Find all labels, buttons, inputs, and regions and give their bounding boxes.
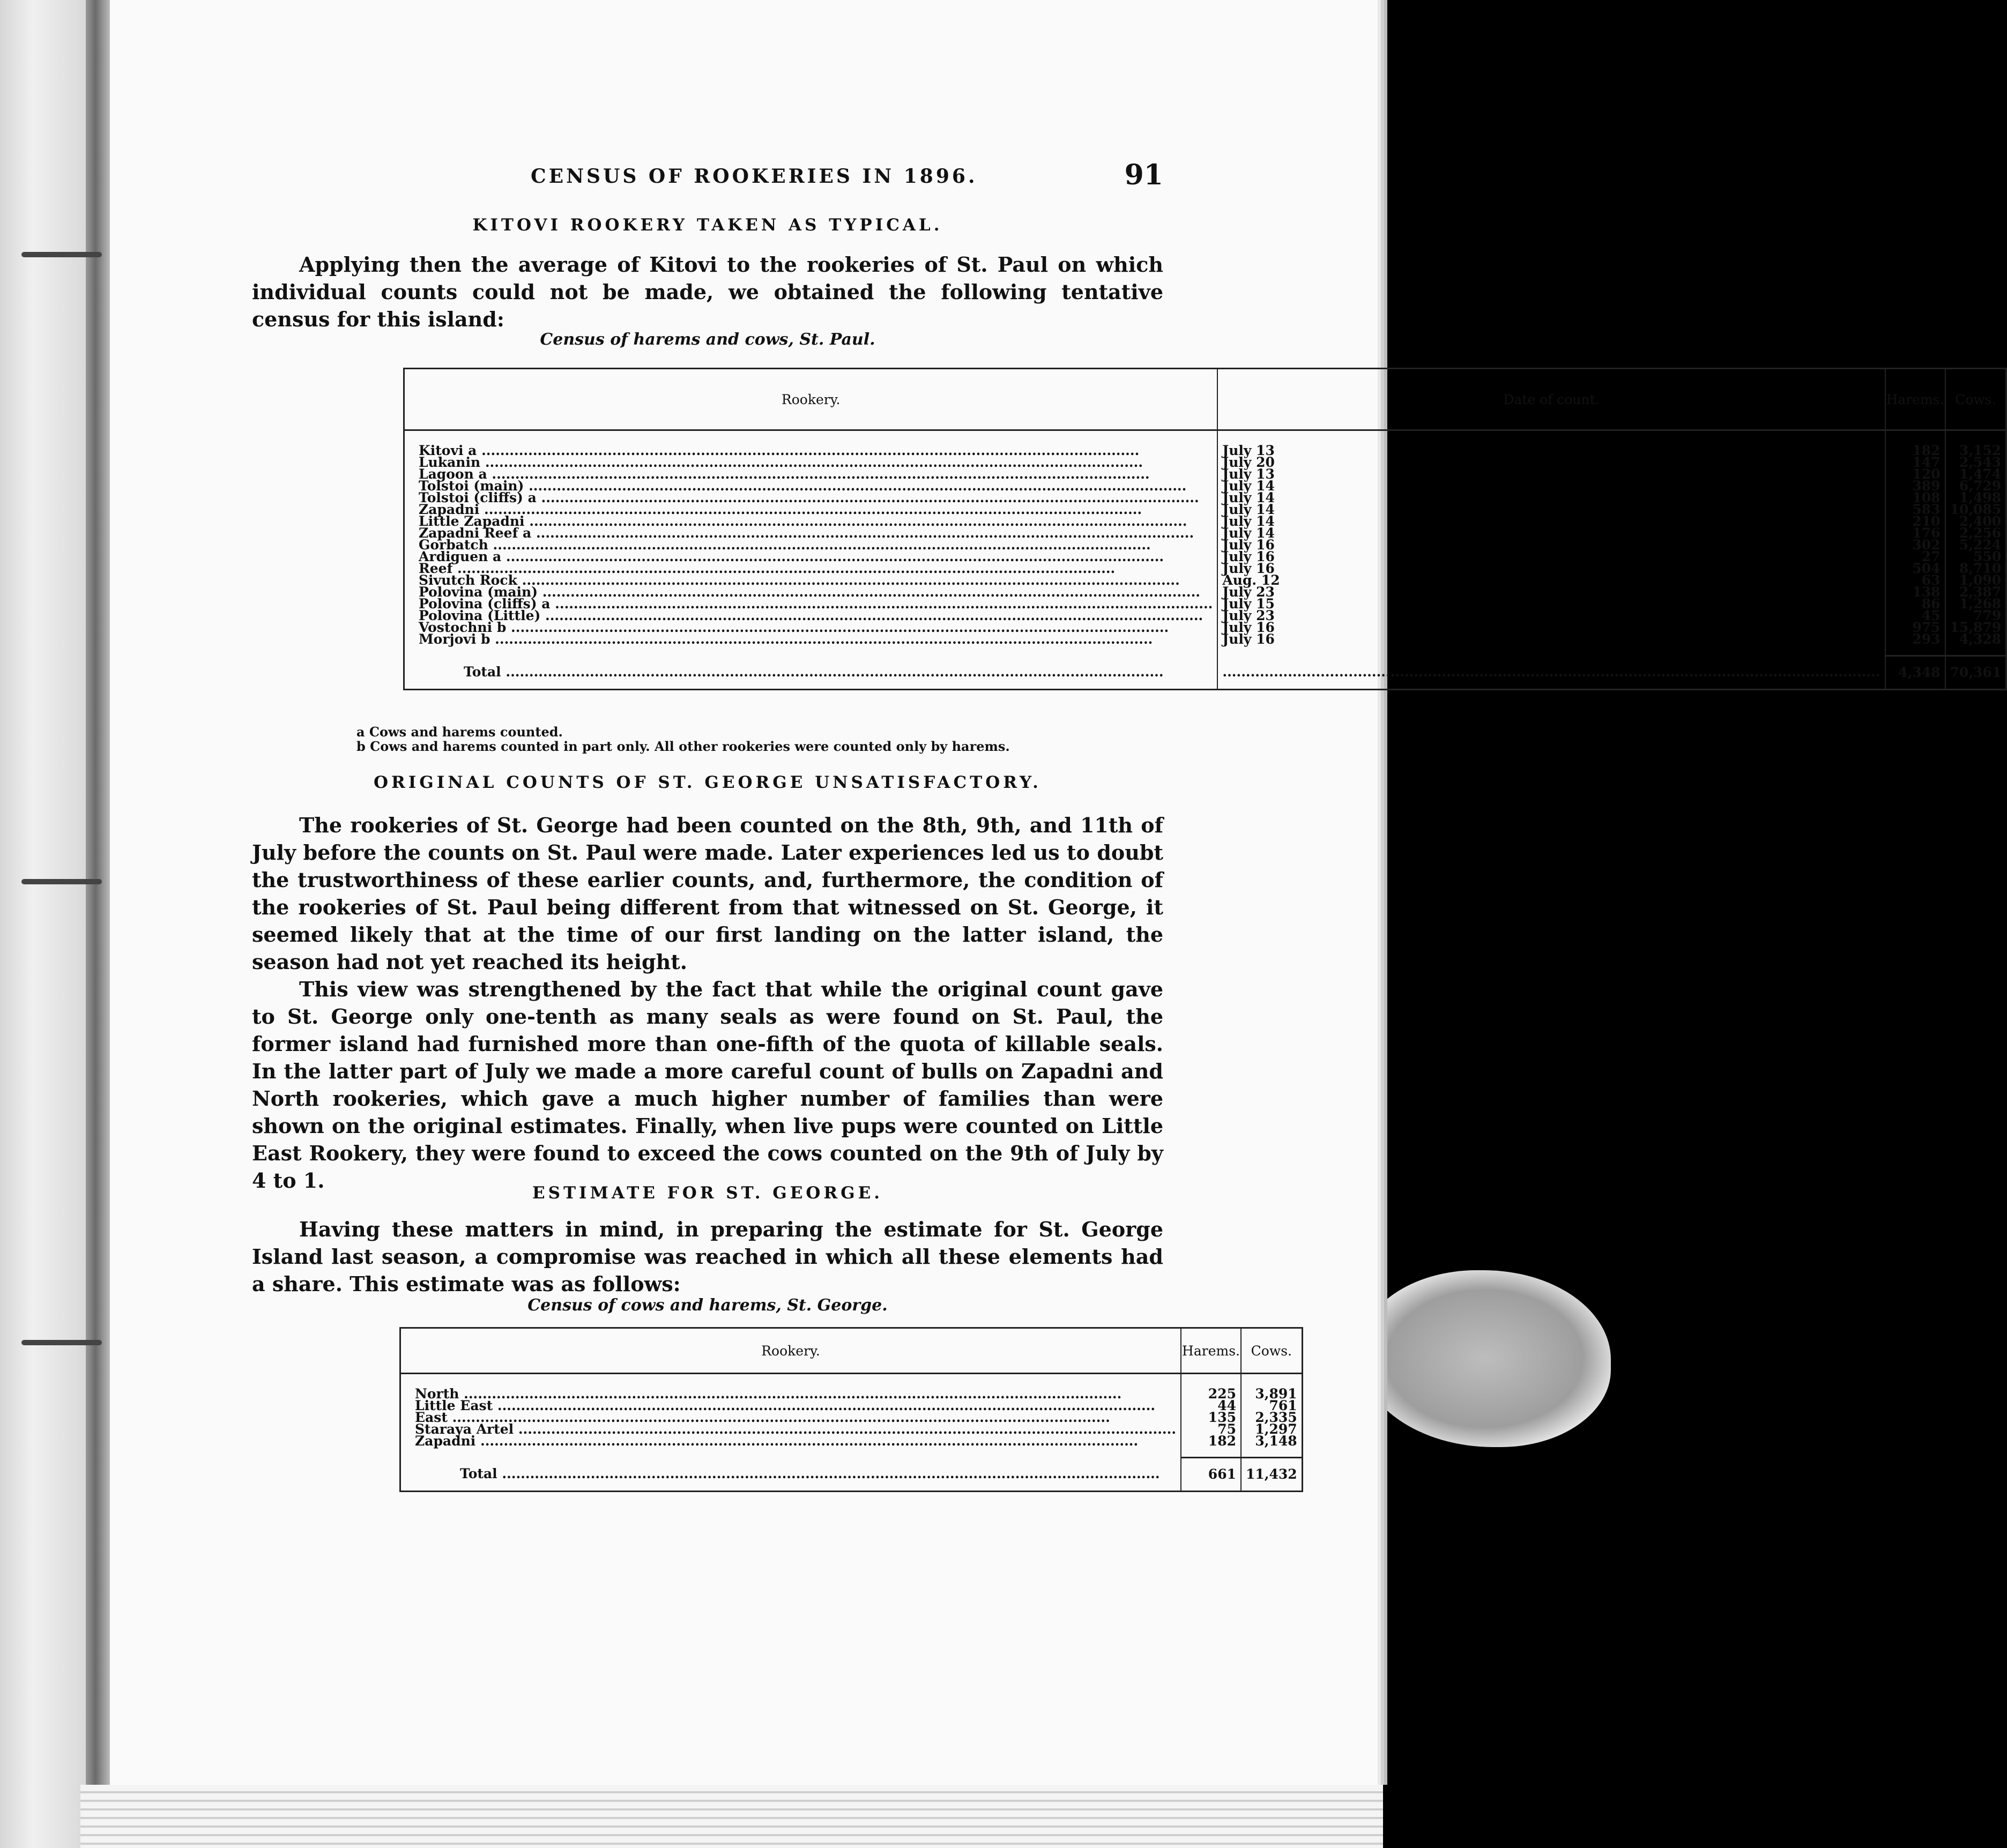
harems-cell: 27	[1885, 551, 1945, 563]
harems-cell: 975	[1885, 622, 1945, 634]
harems-cell: 44	[1181, 1400, 1241, 1412]
total-cows: 70,361	[1945, 656, 2006, 690]
st-paul-census-table	[403, 368, 2007, 690]
total-row	[400, 1458, 1303, 1492]
date-cell: July 14	[1217, 516, 1885, 527]
section-heading-kitovi: KITOVI ROOKERY TAKEN AS TYPICAL.	[472, 215, 943, 235]
rookery-name: Lukanin	[419, 454, 481, 470]
total-leader	[464, 666, 1213, 678]
binder-clip	[21, 1340, 102, 1345]
cows-cell: 550	[1945, 551, 2006, 563]
page-number: 91	[1124, 159, 1163, 191]
rookery-name: Ardiguen a	[419, 549, 502, 564]
date-cell: July 13	[1217, 468, 1885, 480]
rookery-name: Tolstoi (cliffs) a	[419, 490, 537, 505]
cows-cell: 2,256	[1945, 527, 2006, 539]
harems-cell: 210	[1885, 516, 1945, 527]
harems-cell: 504	[1885, 563, 1945, 575]
harems-cell: 135	[1181, 1412, 1241, 1424]
cows-cell: 779	[1945, 610, 2006, 622]
table1-caption: Census of harems and cows, St. Paul.	[540, 330, 875, 349]
cows-cell: 1,498	[1945, 492, 2006, 504]
harems-cell: 108	[1885, 492, 1945, 504]
cows-cell: 15,879	[1945, 622, 2006, 634]
date-cell: July 14	[1217, 504, 1885, 516]
cows-cell: 1,090	[1945, 575, 2006, 586]
date-cell: July 23	[1217, 610, 1885, 622]
date-cell: Aug. 12	[1217, 575, 1885, 586]
cows-cell: 2,387	[1945, 586, 2006, 598]
date-cell: July 13	[1217, 445, 1885, 457]
rookery-name: North	[415, 1386, 459, 1402]
date-cell: July 14	[1217, 492, 1885, 504]
harems-cell: 75	[1181, 1424, 1241, 1435]
rookery-name: Lagoon a	[419, 466, 487, 482]
total-label-cell	[400, 1458, 1181, 1492]
total-label: Total	[460, 1466, 497, 1482]
total-date-cell	[1217, 656, 1885, 690]
rookery-name: Zapadni Reef a	[419, 525, 532, 541]
cows-cell: 2,335	[1241, 1412, 1302, 1424]
section-heading-estimate: ESTIMATE FOR ST. GEORGE.	[532, 1183, 883, 1203]
col-header-harems: Harems.	[1885, 369, 1945, 430]
table2-header-row	[400, 1328, 1303, 1374]
date-cell: July 16	[1217, 634, 1885, 645]
harems-cell: 63	[1885, 575, 1945, 586]
harems-cell: 120	[1885, 468, 1945, 480]
col-header-cows: Cows.	[1945, 369, 2006, 430]
rookery-name: Little Zapadni	[419, 513, 525, 529]
rookery-name: Polovina (Little)	[419, 608, 541, 623]
cows-cell: 5,224	[1945, 539, 2006, 551]
paragraph-st-george-counts: The rookeries of St. George had been counted on the 8th, 9th, and 11th of July before the counts on St. Paul were made. Later experiences led us to doubt the trustworthiness of these earlier counts, and, furthermore, the condition of the rookeries of St. Paul being different from that witnessed on St. George, it seemed likely that at the time of our first landing on the latter island, the season had not yet reached its height.	[252, 813, 1163, 974]
footnote-b: b Cows and harems counted in part only. All other rookeries were counted only by harems.	[356, 739, 1010, 754]
date-cell: July 14	[1217, 480, 1885, 492]
col-header-harems: Harems.	[1181, 1328, 1241, 1374]
rookery-leader	[415, 1435, 1176, 1447]
cows-cell: 1,268	[1945, 598, 2006, 610]
running-title: CENSUS OF ROOKERIES IN 1896.	[531, 165, 978, 188]
cows-cell: 2,543	[1945, 457, 2006, 468]
rookery-leader	[419, 631, 1213, 647]
harems-cell: 147	[1885, 457, 1945, 468]
col-header-rookery: Rookery.	[400, 1328, 1181, 1374]
rookery-name: Little East	[415, 1398, 493, 1413]
harems-cell: 176	[1885, 527, 1945, 539]
rookery-name: Sivutch Rock	[419, 572, 517, 588]
harems-cell: 182	[1181, 1435, 1241, 1447]
total-cows: 11,432	[1241, 1458, 1302, 1492]
cows-cell: 1,474	[1945, 468, 2006, 480]
date-cell: July 16	[1217, 539, 1885, 551]
intro-paragraph: Applying then the average of Kitovi to the rookeries of St. Paul on which individual counts could not be made, we obtained the following tentative census for this island:	[252, 252, 1163, 331]
total-leader	[460, 1468, 1176, 1480]
col-header-cows: Cows.	[1241, 1328, 1302, 1374]
cows-cell: 3,148	[1241, 1435, 1302, 1447]
cows-cell: 3,891	[1241, 1388, 1302, 1400]
cows-cell: 10,085	[1945, 504, 2006, 516]
date-cell: July 16	[1217, 622, 1885, 634]
page-stack-edges	[80, 1785, 1383, 1848]
table1-footnotes	[356, 725, 1010, 754]
harems-cell: 583	[1885, 504, 1945, 516]
rookery-name: Kitovi a	[419, 443, 477, 458]
total-harems: 661	[1181, 1458, 1241, 1492]
cows-cell: 6,729	[1945, 480, 2006, 492]
binder-clip	[21, 879, 102, 884]
harems-cell: 293	[1885, 634, 1945, 645]
date-cell: July 15	[1217, 598, 1885, 610]
rookery-name: East	[415, 1410, 448, 1425]
binder-edge	[86, 0, 110, 1848]
footnote-a: a Cows and harems counted.	[356, 724, 563, 740]
harems-cell: 225	[1181, 1388, 1241, 1400]
rookery-name: Gorbatch	[419, 537, 488, 553]
table1-header-row	[404, 369, 2006, 430]
cows-cell: 4,328	[1945, 634, 2006, 645]
rookery-name: Polovina (main)	[419, 584, 538, 600]
table-row	[400, 1435, 1303, 1447]
scan-artifact	[1359, 1270, 1611, 1447]
total-harems: 4,348	[1885, 656, 1945, 690]
harems-cell: 182	[1885, 445, 1945, 457]
total-row	[404, 656, 2006, 690]
cows-cell: 761	[1241, 1400, 1302, 1412]
table-row	[404, 634, 2006, 645]
date-cell: July 16	[1217, 563, 1885, 575]
rookery-name: Zapadni	[419, 502, 480, 517]
rookery-cell	[404, 631, 1218, 647]
table2-caption: Census of cows and harems, St. George.	[527, 1296, 888, 1315]
rookery-name: Reef	[419, 561, 453, 576]
rookery-name: Vostochni b	[419, 620, 507, 635]
harems-cell: 45	[1885, 610, 1945, 622]
rookery-name: Staraya Artel	[415, 1421, 514, 1437]
date-cell: July 20	[1217, 457, 1885, 468]
total-label: Total	[464, 664, 501, 680]
rookery-name: Morjovi b	[419, 631, 490, 647]
cows-cell: 3,152	[1945, 445, 2006, 457]
st-george-census-table	[399, 1327, 1303, 1492]
date-cell: July 14	[1217, 527, 1885, 539]
paragraph-view-strengthened: This view was strengthened by the fact that while the original count gave to St. George only one-tenth as many seals as were found on St. Paul, the former island had furnished more than one-fifth of the quota of killable seals. In the latter part of July we made a more careful count of bulls on Zapadni and North rookeries, which gave a much higher number of families than were shown on the original estimates. Finally, when live pups were counted on Little East Rookery, they were found to exceed the cows counted on the 9th of July by 4 to 1.	[252, 977, 1163, 1193]
paragraph-estimate: Having these matters in mind, in preparing the estimate for St. George Island last season, a compromise was reached in which all these elements had a share. This estimate was as follows:	[252, 1217, 1163, 1296]
rookery-name: Zapadni	[415, 1433, 476, 1449]
total-label-cell	[404, 656, 1218, 690]
running-head	[252, 159, 1163, 197]
harems-cell: 302	[1885, 539, 1945, 551]
harems-cell: 86	[1885, 598, 1945, 610]
cows-cell: 8,710	[1945, 563, 2006, 575]
harems-cell: 138	[1885, 586, 1945, 598]
rookery-name: Polovina (cliffs) a	[419, 596, 551, 612]
cows-cell: 1,297	[1241, 1424, 1302, 1435]
rookery-name: Tolstoi (main)	[419, 478, 524, 494]
col-header-date: Date of count.	[1217, 369, 1885, 430]
date-cell: July 16	[1217, 551, 1885, 563]
cows-cell: 2,400	[1945, 516, 2006, 527]
section-heading-st-george-counts: ORIGINAL COUNTS OF ST. GEORGE UNSATISFACTORY.	[374, 773, 1042, 792]
harems-cell: 389	[1885, 480, 1945, 492]
date-cell: July 23	[1217, 586, 1885, 598]
rookery-cell	[400, 1435, 1181, 1447]
binder-clip	[21, 252, 102, 257]
col-header-rookery: Rookery.	[404, 369, 1218, 430]
